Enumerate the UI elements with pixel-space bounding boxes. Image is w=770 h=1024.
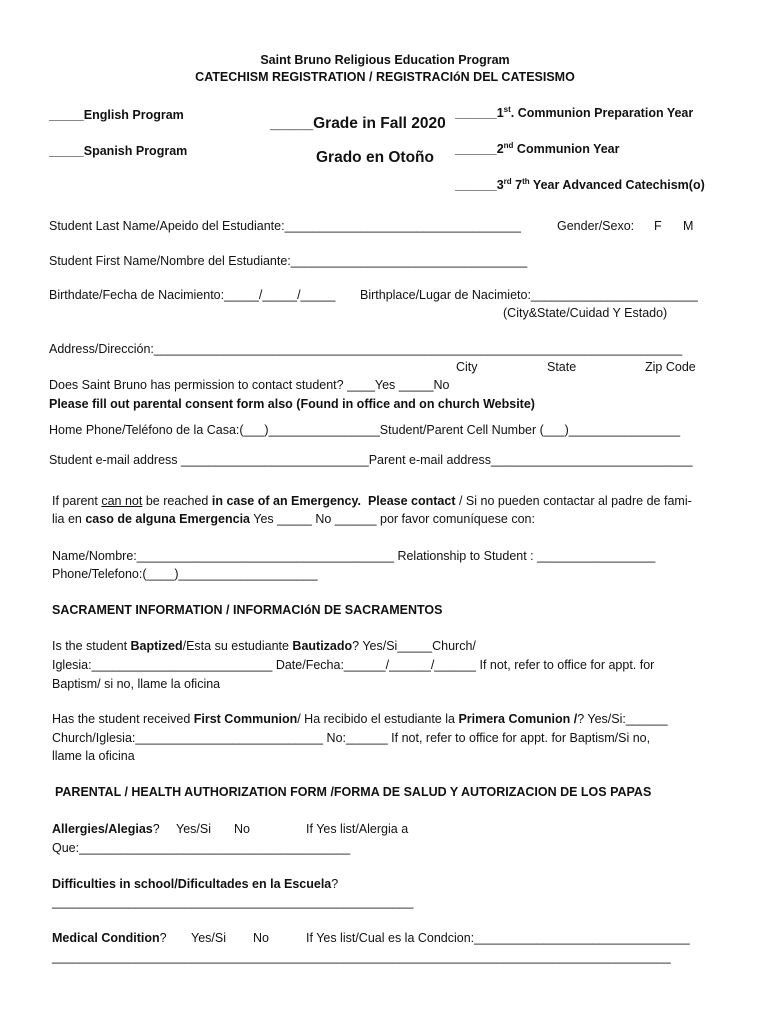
birthdate-field[interactable]: Birthdate/Fecha de Nacimiento:_____/_____/_____	[49, 288, 336, 302]
allergies-row: Allergies/Alegias?	[52, 822, 160, 836]
medical-condition-label: Medical Condition?	[52, 931, 167, 945]
grade-spanish-label: Grado en Otoño	[316, 149, 434, 166]
first-communion-question[interactable]: Has the student received First Communion/ Ha recibido el estudiante la Primera Comunion /? Yes/Si:______	[52, 712, 668, 726]
gender-f-option[interactable]: F	[654, 219, 662, 233]
consent-note: Please fill out parental consent form also (Found in office and on church Website)	[49, 397, 535, 411]
emergency-contact-phone-field[interactable]: Phone/Telefono:(____)____________________	[52, 567, 318, 581]
medical-yes-option[interactable]: Yes/Si	[191, 931, 226, 945]
birthplace-hint: (City&State/Cuidad Y Estado)	[503, 306, 668, 320]
address-field[interactable]: Address/Dirección:____________________________________________________________________________	[49, 342, 683, 356]
baptism-church-date-field[interactable]: Iglesia:__________________________ Date/Fecha:______/______/______ If not, refer to office for appt. for	[52, 658, 655, 672]
gender-m-option[interactable]: M	[683, 219, 694, 233]
first-communion-year-option[interactable]: ______1st. Communion Preparation Year	[455, 105, 694, 121]
allergies-list-label: If Yes list/Alergia a	[306, 822, 409, 836]
student-last-name-field[interactable]: Student Last Name/Apeido del Estudiante:__________________________________	[49, 219, 521, 233]
baptism-note: Baptism/ si no, llame la oficina	[52, 677, 221, 691]
emergency-contact-name-field[interactable]: Name/Nombre:_____________________________________ Relationship to Student : _________________	[52, 549, 656, 563]
emergency-instruction-line1: If parent can not be reached in case of an Emergency. Please contact / Si no pueden contactar al padre de fami-	[52, 494, 692, 508]
allergies-no-option[interactable]: No	[234, 822, 250, 836]
medical-condition-field[interactable]: If Yes list/Cual es la Condcion:_______________________________	[306, 931, 690, 945]
phone-fields[interactable]: Home Phone/Teléfono de la Casa:(___)________________Student/Parent Cell Number (___)________________	[49, 423, 681, 437]
advanced-catechism-option[interactable]: ______3rd 7th Year Advanced Catechism(o)	[455, 177, 705, 193]
state-label: State	[547, 360, 577, 374]
grade-field[interactable]: _____Grade in Fall 2020	[270, 115, 446, 132]
spanish-program-option[interactable]: _____Spanish Program	[49, 144, 188, 158]
medical-condition-extra-line[interactable]: _________________________________________________________________________________________	[52, 950, 671, 964]
form-subtitle: CATECHISM REGISTRATION / REGISTRACIóN DEL CATESISMO	[195, 70, 575, 84]
sacrament-section-title: SACRAMENT INFORMATION / INFORMACIóN DE SACRAMENTOS	[52, 603, 443, 617]
medical-no-option[interactable]: No	[253, 931, 269, 945]
emergency-instruction-line2[interactable]: lia en caso de alguna Emergencia Yes _____ No ______ por favor comuníquese con:	[52, 512, 535, 526]
zip-label: Zip Code	[645, 360, 696, 374]
birthplace-field[interactable]: Birthplace/Lugar de Nacimieto:________________________	[360, 288, 698, 302]
difficulties-field[interactable]: ____________________________________________________	[52, 895, 414, 909]
gender-label: Gender/Sexo:	[557, 219, 635, 233]
baptism-question[interactable]: Is the student Baptized/Esta su estudiante Bautizado? Yes/Si_____Church/	[52, 639, 476, 653]
communion-church-field[interactable]: Church/Iglesia:___________________________ No:______ If not, refer to office for appt. for Baptism/Si no,	[52, 731, 651, 745]
email-fields[interactable]: Student e-mail address ___________________________Parent e-mail address_____________________________	[49, 453, 693, 467]
communion-note: llame la oficina	[52, 749, 135, 763]
health-section-title: PARENTAL / HEALTH AUTHORIZATION FORM /FORMA DE SALUD Y AUTORIZACION DE LOS PAPAS	[55, 785, 652, 799]
city-label: City	[456, 360, 478, 374]
english-program-option[interactable]: _____English Program	[49, 108, 184, 122]
form-title: Saint Bruno Religious Education Program	[260, 53, 510, 67]
contact-permission-field[interactable]: Does Saint Bruno has permission to contact student? ____Yes _____No	[49, 378, 450, 392]
allergies-yes-option[interactable]: Yes/Si	[176, 822, 211, 836]
difficulties-label: Difficulties in school/Dificultades en la Escuela?	[52, 877, 339, 891]
student-first-name-field[interactable]: Student First Name/Nombre del Estudiante:__________________________________	[49, 254, 528, 268]
allergies-list-field[interactable]: Que:_______________________________________	[52, 841, 351, 855]
second-communion-year-option[interactable]: ______2nd Communion Year	[455, 141, 620, 157]
